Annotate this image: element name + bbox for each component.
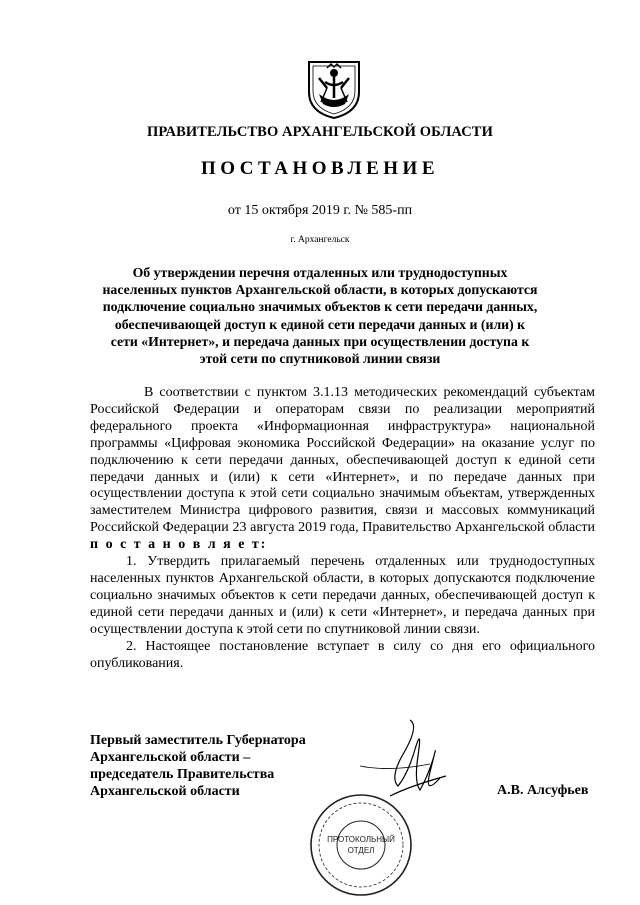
item-2: 2. Настоящее постановление вступает в силу со дня его официального опубликования. xyxy=(90,638,595,671)
official-stamp xyxy=(306,790,416,900)
resolves-word: п о с т а н о в л я е т: xyxy=(90,537,268,553)
organization-name: ПРАВИТЕЛЬСТВО АРХАНГЕЛЬСКОЙ ОБЛАСТИ xyxy=(147,124,493,140)
document-date-number: от 15 октября 2019 г. № 585-пп xyxy=(227,203,413,218)
svg-text:ПРОТОКОЛЬНЫЙ: ПРОТОКОЛЬНЫЙ xyxy=(327,835,395,844)
coat-of-arms-icon xyxy=(305,58,363,120)
svg-text:ОТДЕЛ: ОТДЕЛ xyxy=(347,846,375,855)
position-line-2: Архангельской области – xyxy=(90,750,251,765)
item-1: 1. Утвердить прилагаемый перечень отдаленных или труднодоступных населенных пунктов Архангельской области, в которых допускаются подключение социально значимых объектов к сети передачи данных, обеспечивающей доступ к единой сети передачи данных и (или) к сети «Интернет», и передача данных при осуществлении доступа к этой сети по спутниковой линии связи. xyxy=(90,554,595,637)
document-title: Об утверждении перечня отдаленных или труднодоступных населенных пунктов Архангельской области, в которых допускаются подключение социально значимых объектов к сети передачи данных, обеспечивающей доступ к единой сети передачи данных и (или) к сети «Интернет», и передача данных при осуществлении доступа к этой сети по спутниковой линии связи xyxy=(102,265,538,367)
position-line-3: председатель Правительства xyxy=(90,767,275,782)
intro-text: В соответствии с пунктом 3.1.13 методических рекомендаций субъектам Российской Федерации и операторам связи по реализации мероприятий федерального проекта «Информационная инфраструктура» национальной программы «Цифровая экономика Российской Федерации» на оказание услуг по подключению к сети передачи данных, обеспечивающей доступ к единой сети передачи данных и (или) к сети «Интернет», и по передаче данных при осуществлении доступа к этой сети социально значимым объектам, утвержденных заместителем Министра цифрового развития, связи и массовых коммуникаций Российской Федерации 23 августа 2019 года, Правительство Архангельской области xyxy=(90,385,595,536)
signatory-position xyxy=(90,732,306,800)
position-line-1: Первый заместитель Губернатора xyxy=(90,733,306,748)
document-type: ПОСТАНОВЛЕНИЕ xyxy=(200,158,440,179)
signatory-name: А.В. Алсуфьев xyxy=(497,783,589,798)
intro-paragraph xyxy=(90,385,595,554)
document-city: г. Архангельск xyxy=(290,235,350,245)
position-line-4: Архангельской области xyxy=(90,784,240,799)
document-body xyxy=(90,385,595,672)
